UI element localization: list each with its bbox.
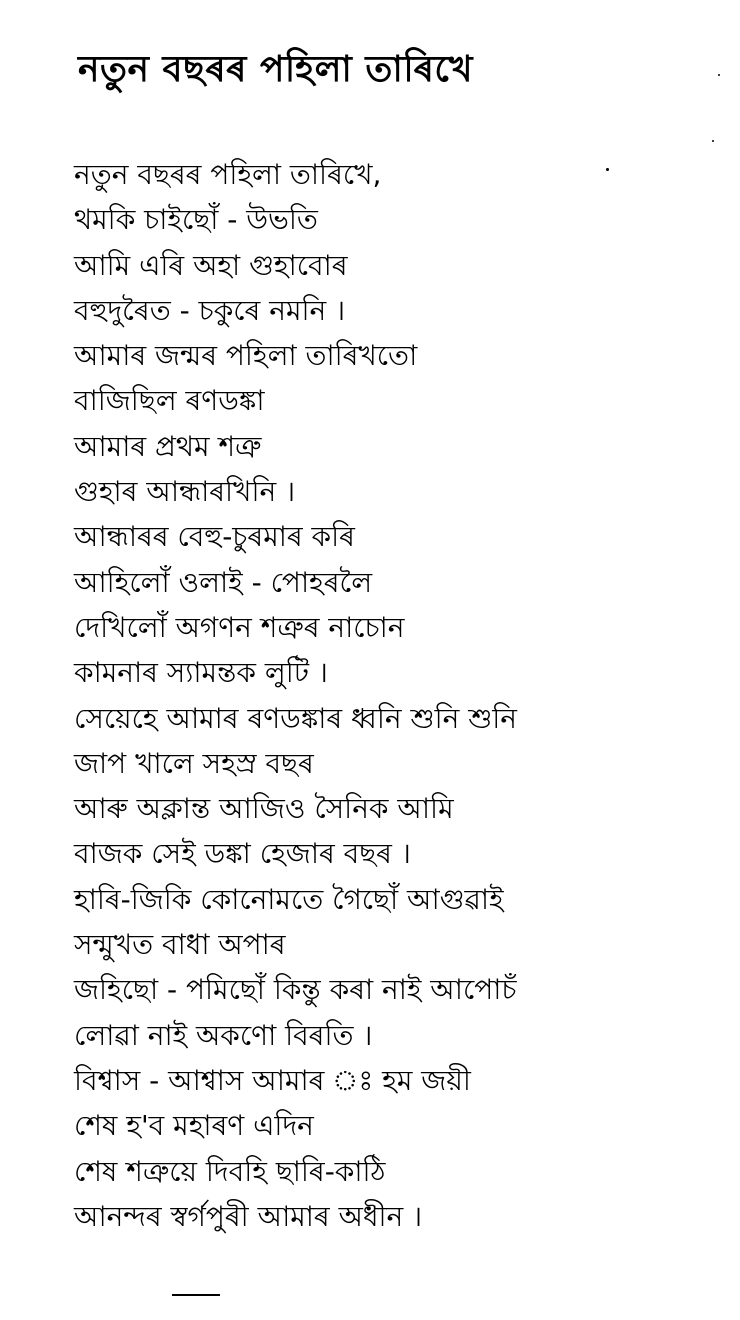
poem-line: সন্মুখত বাধা অপাৰ: [74, 928, 286, 962]
poem-line: জহিছো - পমিছোঁ কিন্তু কৰা নাই আপোচঁ: [74, 973, 517, 1007]
scan-speck: [712, 140, 714, 142]
poem-line: আমি এৰি অহা গুহাবোৰ: [74, 248, 348, 282]
poem-line: আমাৰ প্ৰথম শত্ৰু: [74, 429, 262, 463]
scan-speck: [718, 74, 720, 76]
poem-line: আমাৰ জন্মৰ পহিলা তাৰিখতো: [74, 339, 418, 373]
poem-line: আনন্দৰ স্বৰ্গপুৰী আমাৰ অধীন ।: [74, 1199, 423, 1233]
poem-line: জাপ খালে সহস্ৰ বছৰ: [74, 746, 314, 780]
poem-line: বহুদুৰৈত - চকুৰে নমনি ।: [74, 293, 346, 327]
poem-body: [74, 152, 517, 1239]
poem-title: নতুন বছৰৰ পহিলা তাৰিখে: [78, 49, 474, 90]
poem-line: বাজক সেই ডঙ্কা হেজাৰ বছৰ ।: [74, 837, 411, 871]
poem-line: থমকি চাইছোঁ - উভতি: [74, 203, 318, 237]
poem-line: আহিলোঁ ওলাই - পোহৰলৈ: [74, 565, 373, 599]
scan-speck: [606, 168, 609, 171]
poem-line: শেষ শত্ৰুয়ে দিবহি ছাৰি-কাঠি: [74, 1154, 386, 1188]
poem-line: বিশ্বাস - আশ্বাস আমাৰ ঃ হম জয়ী: [74, 1063, 471, 1097]
end-rule: [172, 1294, 220, 1296]
poem-line: লোৱা নাই অকণো বিৰতি ।: [74, 1018, 373, 1052]
poem-line: সেয়েহে আমাৰ ৰণডঙ্কাৰ ধ্বনি শুনি শুনি: [74, 701, 518, 735]
poem-line: নতুন বছৰৰ পহিলা তাৰিখে,: [74, 158, 382, 191]
poem-line: আন্ধাৰৰ বেহু-চুৰমাৰ কৰি: [74, 520, 355, 554]
poem-line: আৰু অক্লান্ত আজিও সৈনিক আমি: [74, 792, 454, 826]
poem-line: বাজিছিল ৰণডঙ্কা: [74, 384, 265, 418]
poem-line: গুহাৰ আন্ধাৰখিনি ।: [74, 475, 296, 509]
poem-line: শেষ হ'ব মহাৰণ এদিন: [74, 1109, 314, 1143]
poem-line: কামনাৰ স্যামন্তক লুটি ।: [74, 656, 328, 690]
poem-line: দেখিলোঁ অগণন শত্ৰুৰ নাচোন: [74, 610, 405, 644]
poem-line: হাৰি-জিকি কোনোমতে গৈছোঁ আগুৱাই: [74, 882, 504, 916]
